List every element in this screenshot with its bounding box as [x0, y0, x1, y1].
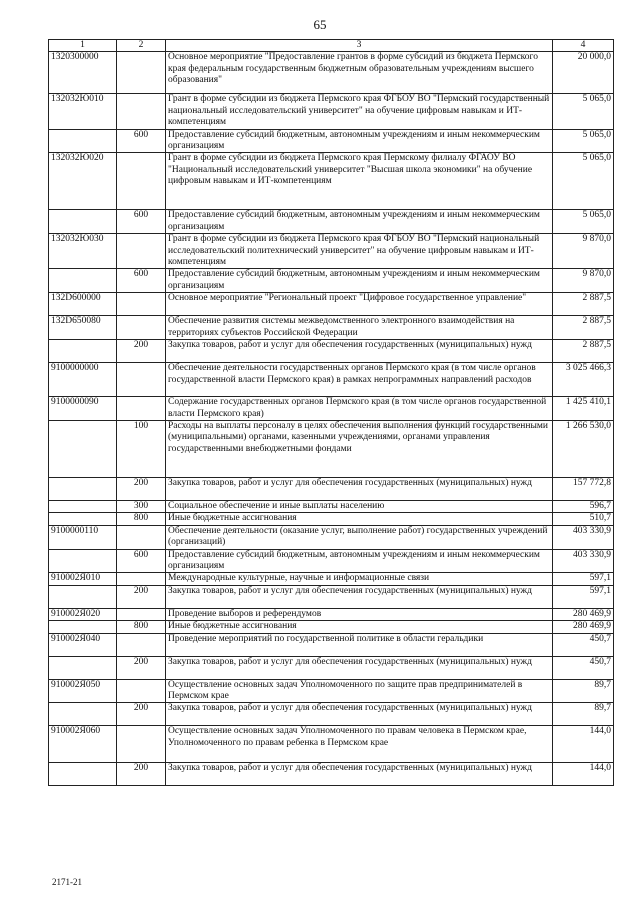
- row-name: Иные бюджетные ассигнования: [166, 513, 553, 525]
- row-amount: 5 065,0: [553, 129, 614, 153]
- row-amount: 597,1: [553, 573, 614, 585]
- table-row: [49, 703, 614, 726]
- table-row: [49, 397, 614, 421]
- row-name: Грант в форме субсидии из бюджета Пермского края Пермскому филиалу ФГАОУ ВО "Национальный исследовательский университет "Высшая школа экономики" на обучение цифровым навыкам и ИТ-компетенциям: [166, 153, 553, 210]
- row-expense-type: [117, 525, 166, 549]
- row-name: Обеспечение развития системы межведомственного электронного взаимодействия на территориях субъектов Российской Федерации: [166, 316, 553, 340]
- table-row: [49, 573, 614, 585]
- row-code: 9100000000: [49, 363, 117, 397]
- row-expense-type: [117, 316, 166, 340]
- row-expense-type: 200: [117, 763, 166, 786]
- table-row: [49, 153, 614, 210]
- row-amount: 144,0: [553, 726, 614, 763]
- row-amount: 2 887,5: [553, 293, 614, 316]
- row-code: [49, 477, 117, 500]
- table-row: [49, 234, 614, 269]
- row-expense-type: [117, 573, 166, 585]
- row-name: Проведение мероприятий по государственной политике в области геральдики: [166, 633, 553, 656]
- header-col-4: 4: [553, 40, 614, 52]
- row-amount: 2 887,5: [553, 340, 614, 363]
- row-amount: 5 065,0: [553, 94, 614, 129]
- row-name: Закупка товаров, работ и услуг для обеспечения государственных (муниципальных) нужд: [166, 656, 553, 679]
- row-name: Международные культурные, научные и информационные связи: [166, 573, 553, 585]
- row-code: 910002Я020: [49, 608, 117, 620]
- row-expense-type: [117, 153, 166, 210]
- row-amount: 5 065,0: [553, 153, 614, 210]
- row-code: [49, 210, 117, 234]
- row-code: [49, 420, 117, 477]
- table-row: [49, 129, 614, 153]
- row-name: Обеспечение деятельности (оказание услуг, выполнение работ) государственных учреждений (организаций): [166, 525, 553, 549]
- table-row: [49, 94, 614, 129]
- row-code: [49, 549, 117, 573]
- row-name: Осуществление основных задач Уполномоченного по защите прав предпринимателей в Пермском крае: [166, 679, 553, 703]
- row-expense-type: 600: [117, 210, 166, 234]
- row-expense-type: 300: [117, 500, 166, 512]
- table-row: [49, 210, 614, 234]
- table-row: [49, 633, 614, 656]
- row-code: 9100000110: [49, 525, 117, 549]
- row-amount: 280 469,9: [553, 608, 614, 620]
- row-amount: 280 469,9: [553, 621, 614, 633]
- row-code: 132032Ю020: [49, 153, 117, 210]
- row-expense-type: [117, 363, 166, 397]
- row-expense-type: [117, 293, 166, 316]
- page-number: 65: [313, 17, 327, 32]
- row-code: [49, 513, 117, 525]
- row-name: Закупка товаров, работ и услуг для обеспечения государственных (муниципальных) нужд: [166, 585, 553, 608]
- row-amount: 1 266 530,0: [553, 420, 614, 477]
- row-amount: 403 330,9: [553, 549, 614, 573]
- row-name: Осуществление основных задач Уполномоченного по правам человека в Пермском крае, Уполномоченного по правам ребенка в Пермском крае: [166, 726, 553, 763]
- row-code: 910002Я010: [49, 573, 117, 585]
- row-expense-type: 200: [117, 340, 166, 363]
- row-expense-type: 200: [117, 703, 166, 726]
- table-row: [49, 585, 614, 608]
- table-row: [49, 363, 614, 397]
- header-col-2: 2: [117, 40, 166, 52]
- table-row: [49, 477, 614, 500]
- row-name: Предоставление субсидий бюджетным, автономным учреждениям и иным некоммерческим организациям: [166, 210, 553, 234]
- row-code: 132D650080: [49, 316, 117, 340]
- row-amount: 450,7: [553, 656, 614, 679]
- row-expense-type: 800: [117, 621, 166, 633]
- row-expense-type: [117, 397, 166, 421]
- row-code: [49, 703, 117, 726]
- table-row: [49, 340, 614, 363]
- row-expense-type: 200: [117, 656, 166, 679]
- row-code: [49, 585, 117, 608]
- row-expense-type: 600: [117, 129, 166, 153]
- row-code: [49, 129, 117, 153]
- row-amount: 157 772,8: [553, 477, 614, 500]
- row-amount: 89,7: [553, 679, 614, 703]
- row-amount: 403 330,9: [553, 525, 614, 549]
- row-expense-type: [117, 94, 166, 129]
- table-row: [49, 525, 614, 549]
- row-name: Иные бюджетные ассигнования: [166, 621, 553, 633]
- table-row: [49, 513, 614, 525]
- table-row: [49, 293, 614, 316]
- table-row: [49, 656, 614, 679]
- row-expense-type: [117, 608, 166, 620]
- row-code: [49, 500, 117, 512]
- row-amount: 5 065,0: [553, 210, 614, 234]
- row-amount: 596,7: [553, 500, 614, 512]
- row-code: [49, 269, 117, 293]
- row-name: Обеспечение деятельности государственных органов Пермского края (в том числе органов государственной власти Пермского края) в рамках непрограммных направлений расходов: [166, 363, 553, 397]
- row-code: 9100000090: [49, 397, 117, 421]
- row-expense-type: [117, 234, 166, 269]
- table-row: [49, 269, 614, 293]
- row-name: Предоставление субсидий бюджетным, автономным учреждениям и иным некоммерческим организациям: [166, 549, 553, 573]
- row-expense-type: [117, 52, 166, 94]
- row-expense-type: [117, 633, 166, 656]
- row-name: Закупка товаров, работ и услуг для обеспечения государственных (муниципальных) нужд: [166, 763, 553, 786]
- row-code: [49, 763, 117, 786]
- row-code: 1320300000: [49, 52, 117, 94]
- row-code: 910002Я040: [49, 633, 117, 656]
- row-expense-type: 200: [117, 477, 166, 500]
- row-name: Основное мероприятие "Региональный проект "Цифровое государственное управление": [166, 293, 553, 316]
- row-code: [49, 340, 117, 363]
- table-row: [49, 679, 614, 703]
- table-row: [49, 500, 614, 512]
- row-amount: 597,1: [553, 585, 614, 608]
- table-row: [49, 316, 614, 340]
- row-code: 132032Ю030: [49, 234, 117, 269]
- row-code: 132032Ю010: [49, 94, 117, 129]
- table-row: [49, 726, 614, 763]
- table-row: [49, 52, 614, 94]
- row-amount: 20 000,0: [553, 52, 614, 94]
- row-code: [49, 621, 117, 633]
- row-expense-type: 100: [117, 420, 166, 477]
- row-name: Основное мероприятие "Предоставление грантов в форме субсидий из бюджета Пермского края федеральным государственным бюджетным образовательным учреждениям высшего образования": [166, 52, 553, 94]
- row-name: Предоставление субсидий бюджетным, автономным учреждениям и иным некоммерческим организациям: [166, 269, 553, 293]
- row-code: 910002Я050: [49, 679, 117, 703]
- row-expense-type: 600: [117, 549, 166, 573]
- row-name: Проведение выборов и референдумов: [166, 608, 553, 620]
- row-name: Закупка товаров, работ и услуг для обеспечения государственных (муниципальных) нужд: [166, 477, 553, 500]
- header-col-3: 3: [166, 40, 553, 52]
- row-code: 132D600000: [49, 293, 117, 316]
- row-name: Грант в форме субсидии из бюджета Пермского края ФГБОУ ВО "Пермский национальный исследовательский политехнический университет" на обучение цифровым навыкам и ИТ-компетенциям: [166, 234, 553, 269]
- row-code: [49, 656, 117, 679]
- row-amount: 89,7: [553, 703, 614, 726]
- row-amount: 450,7: [553, 633, 614, 656]
- row-expense-type: 800: [117, 513, 166, 525]
- table-row: [49, 420, 614, 477]
- row-code: 910002Я060: [49, 726, 117, 763]
- row-expense-type: 200: [117, 585, 166, 608]
- row-amount: 2 887,5: [553, 316, 614, 340]
- table-row: [49, 549, 614, 573]
- row-amount: 3 025 466,3: [553, 363, 614, 397]
- row-amount: 9 870,0: [553, 269, 614, 293]
- table-header-row: [49, 40, 614, 52]
- row-name: Закупка товаров, работ и услуг для обеспечения государственных (муниципальных) нужд: [166, 703, 553, 726]
- row-name: Грант в форме субсидии из бюджета Пермского края ФГБОУ ВО "Пермский государственный национальный исследовательский университет" на обучение цифровым навыкам и ИТ-компетенциям: [166, 94, 553, 129]
- row-name: Содержание государственных органов Пермского края (в том числе органов государственной власти Пермского края): [166, 397, 553, 421]
- header-col-1: 1: [49, 40, 117, 52]
- row-name: Закупка товаров, работ и услуг для обеспечения государственных (муниципальных) нужд: [166, 340, 553, 363]
- row-name: Социальное обеспечение и иные выплаты населению: [166, 500, 553, 512]
- row-expense-type: [117, 726, 166, 763]
- row-amount: 1 425 410,1: [553, 397, 614, 421]
- row-expense-type: [117, 679, 166, 703]
- row-name: Предоставление субсидий бюджетным, автономным учреждениям и иным некоммерческим организациям: [166, 129, 553, 153]
- table-row: [49, 608, 614, 620]
- row-amount: 144,0: [553, 763, 614, 786]
- row-amount: 9 870,0: [553, 234, 614, 269]
- table-row: [49, 621, 614, 633]
- row-expense-type: 600: [117, 269, 166, 293]
- row-name: Расходы на выплаты персоналу в целях обеспечения выполнения функций государственными (муниципальными) органами, казенными учреждениями, органами управления государственными внебюджетными фондами: [166, 420, 553, 477]
- row-amount: 510,7: [553, 513, 614, 525]
- budget-table: [48, 39, 614, 786]
- document-code: 2171-21: [52, 877, 82, 887]
- table-row: [49, 763, 614, 786]
